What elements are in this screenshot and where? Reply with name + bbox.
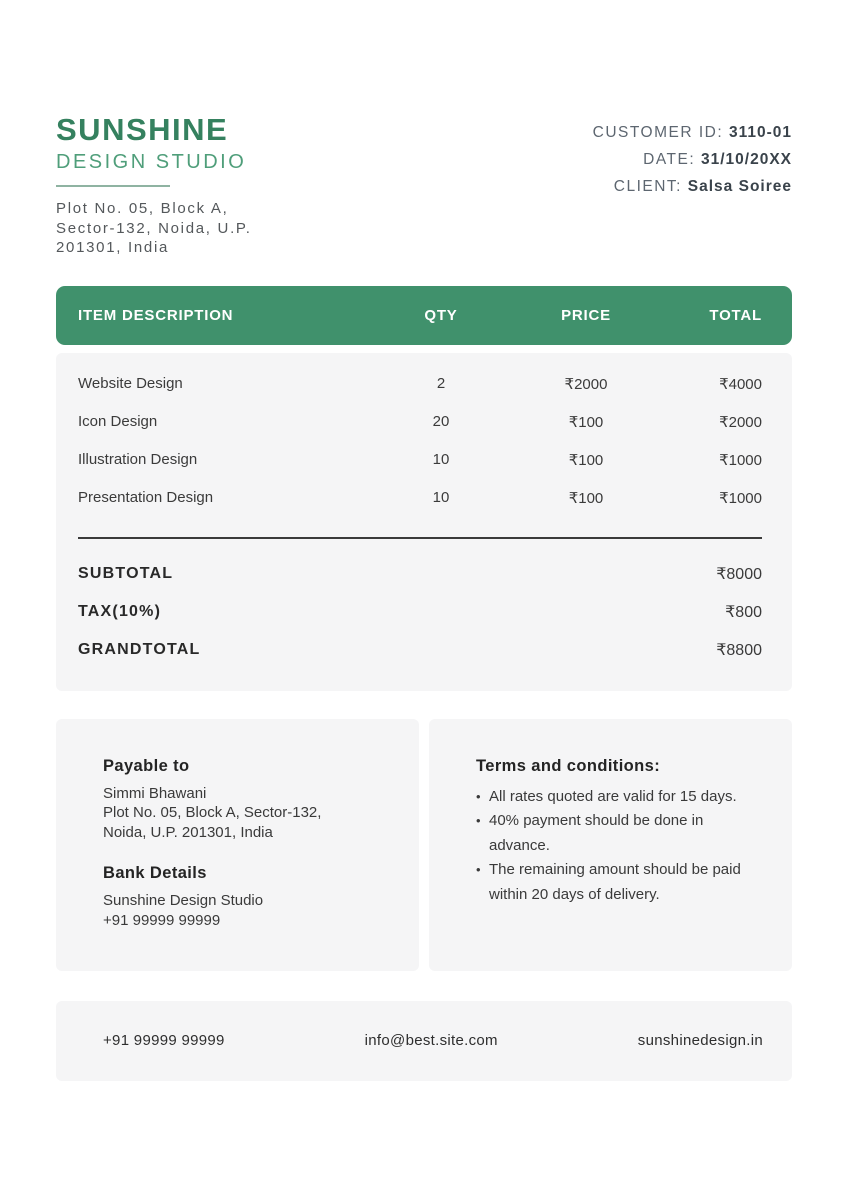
payable-address-line: Noida, U.P. 201301, India (103, 823, 273, 841)
item-total: ₹1000 (719, 451, 762, 469)
item-description: Website Design (78, 375, 183, 392)
term-text: 40% payment should be done in advance. (489, 812, 704, 854)
item-qty: 20 (432, 413, 450, 430)
terms-card (429, 719, 792, 971)
item-qty: 10 (432, 451, 450, 468)
terms-list (476, 785, 768, 908)
term-item (476, 785, 768, 810)
item-total: ₹2000 (719, 413, 762, 431)
item-total: ₹4000 (719, 375, 762, 393)
summary-row-grandtotal (78, 631, 762, 669)
footer-bar (56, 1001, 792, 1081)
company-address-line: Sector-132, Noida, U.P. (56, 219, 252, 237)
info-cards (56, 719, 792, 971)
tax-value: ₹800 (725, 603, 762, 621)
date-line (593, 146, 792, 173)
client-line (593, 173, 792, 200)
company-address-line: Plot No. 05, Block A, (56, 200, 229, 217)
customer-id-label: CUSTOMER ID: (592, 124, 729, 141)
summary-row-tax (78, 593, 762, 631)
item-price: ₹100 (568, 489, 604, 507)
company-subtitle: DESIGN STUDIO (56, 151, 247, 173)
payable-address-line: Plot No. 05, Block A, Sector-132, (103, 804, 322, 821)
date-label: DATE: (643, 151, 701, 168)
table-header (56, 286, 792, 345)
payable-card (56, 719, 419, 971)
footer-phone: +91 99999 99999 (103, 1032, 225, 1049)
bullet-icon: • (476, 788, 481, 804)
table-card (56, 353, 792, 691)
summary-row-subtotal (78, 555, 762, 593)
term-text: The remaining amount should be paid within 20 days of delivery. (489, 861, 741, 903)
grandtotal-value: ₹8800 (716, 641, 762, 659)
item-price: ₹100 (568, 413, 604, 431)
tax-label: TAX(10%) (78, 602, 162, 620)
term-text: All rates quoted are valid for 15 days. (489, 787, 737, 805)
table-row (78, 479, 762, 517)
invoice-meta (593, 114, 792, 258)
customer-id-line (593, 119, 792, 146)
term-item (476, 809, 768, 858)
bank-phone: +91 99999 99999 (103, 911, 221, 929)
company-name: SUNSHINE (56, 112, 229, 147)
client-value: Salsa Soiree (687, 178, 792, 195)
item-description: Presentation Design (78, 489, 214, 506)
item-qty: 2 (436, 375, 446, 392)
company-address-line: 201301, India (56, 239, 170, 256)
table-row (78, 441, 762, 479)
footer-email: info@best.site.com (364, 1032, 498, 1049)
item-qty: 10 (432, 489, 450, 506)
column-header-total: TOTAL (709, 306, 762, 324)
payable-details (103, 784, 395, 843)
subtotal-label: SUBTOTAL (78, 564, 174, 582)
item-description: Icon Design (78, 413, 158, 430)
table-row (78, 365, 762, 403)
table-divider (78, 537, 762, 539)
payable-name: Simmi Bhawani (103, 784, 207, 802)
bullet-icon: • (476, 862, 481, 877)
table-row (78, 403, 762, 441)
subtotal-value: ₹8000 (716, 565, 762, 583)
term-item (476, 858, 768, 907)
brand-divider (56, 185, 170, 187)
item-price: ₹2000 (564, 375, 608, 393)
invoice-header (56, 0, 792, 258)
payable-title: Payable to (103, 756, 190, 775)
date-value: 31/10/20XX (700, 151, 792, 168)
company-address (56, 199, 252, 258)
grandtotal-label: GRANDTOTAL (78, 640, 201, 658)
company-brand (56, 114, 252, 258)
column-header-item-description: ITEM DESCRIPTION (78, 306, 234, 324)
terms-title: Terms and conditions: (476, 756, 661, 775)
item-price: ₹100 (568, 451, 604, 469)
item-description: Illustration Design (78, 451, 198, 468)
bank-details-title: Bank Details (103, 864, 207, 882)
client-label: CLIENT: (613, 178, 688, 195)
bank-name: Sunshine Design Studio (103, 892, 264, 909)
column-header-price: PRICE (561, 306, 611, 324)
bank-details (103, 891, 395, 930)
footer-website: sunshinedesign.in (637, 1032, 763, 1049)
bullet-icon: • (476, 813, 481, 828)
item-total: ₹1000 (719, 489, 762, 507)
customer-id-value: 3110-01 (728, 124, 792, 141)
column-header-qty: QTY (424, 306, 458, 324)
